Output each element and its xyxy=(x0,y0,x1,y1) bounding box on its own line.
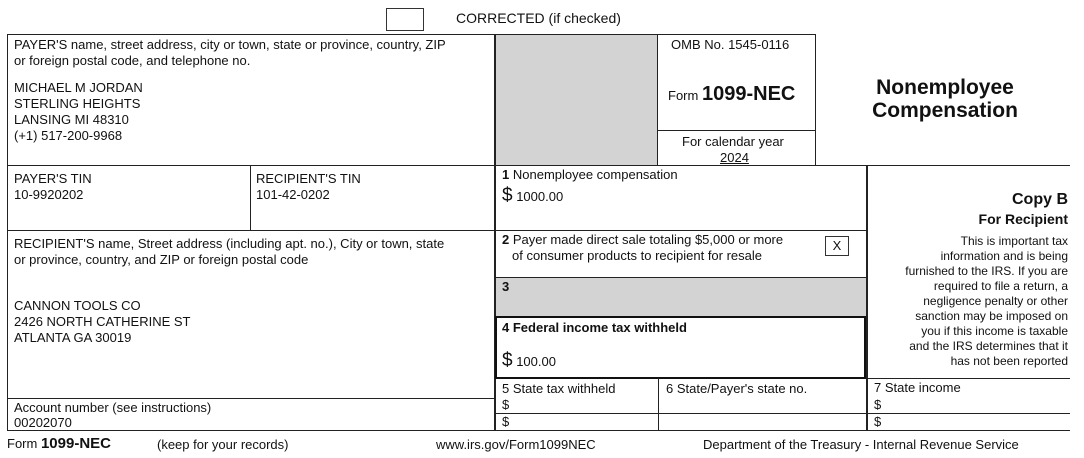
box4-label: Federal income tax withheld xyxy=(512,320,687,335)
box4-currency: $ xyxy=(502,350,513,371)
box7-currency: $ xyxy=(874,397,882,412)
account-label: Account number (see instructions) xyxy=(14,400,212,415)
account-value: 00202070 xyxy=(14,415,72,430)
box2-number: 2 xyxy=(502,232,510,247)
box3-shaded xyxy=(496,278,866,317)
footer-form-name: 1099-NEC xyxy=(40,435,112,452)
recipient-name: CANNON TOOLS CO xyxy=(14,298,141,313)
box3-number: 3 xyxy=(502,279,510,294)
corrected-label: CORRECTED (if checked) xyxy=(456,10,621,26)
recipient-address-1: 2426 NORTH CATHERINE ST xyxy=(14,314,191,329)
box4-value: 100.00 xyxy=(516,354,556,369)
box2-label: Payer made direct sale totaling $5,000 or more xyxy=(512,232,784,247)
payer-address-2: LANSING MI 48310 xyxy=(14,112,129,127)
recipient-address-2: ATLANTA GA 30019 xyxy=(14,330,132,345)
calendar-label: For calendar year xyxy=(682,134,784,149)
payer-tin-value: 10-9920202 xyxy=(14,187,84,202)
recipient-label: RECIPIENT'S name, Street address (including apt. no.), City or town, state xyxy=(14,236,445,251)
form-prefix: Form xyxy=(668,88,699,103)
footer-url[interactable]: www.irs.gov/Form1099NEC xyxy=(436,437,596,452)
box1-value: 1000.00 xyxy=(516,189,564,204)
form-title-2: Compensation xyxy=(872,99,1018,122)
box7-currency-2: $ xyxy=(874,414,882,429)
form-name: 1099-NEC xyxy=(701,83,796,105)
box1-label: Nonemployee compensation xyxy=(512,167,678,182)
box1-number: 1 xyxy=(502,167,510,182)
box4-number: 4 xyxy=(502,320,510,335)
box5-currency-2: $ xyxy=(502,414,510,429)
footer-keep-note: (keep for your records) xyxy=(157,437,289,452)
footer-form-prefix: Form xyxy=(7,436,38,451)
copy-notice: This is important tax information and is being furnished to the IRS. If you are required to file a return, a negligence penalty or other sanction may be imposed on you if this income is taxable and the IRS determines that it has not been reported xyxy=(905,234,1068,368)
recipient-tin-label: RECIPIENT'S TIN xyxy=(256,171,361,186)
box2-label-2: of consumer products to recipient for resale xyxy=(512,248,763,263)
footer-department: Department of the Treasury - Internal Revenue Service xyxy=(703,437,1019,452)
box6-label: 6 State/Payer's state no. xyxy=(666,381,808,396)
box1-currency: $ xyxy=(502,185,513,206)
payer-address-1: STERLING HEIGHTS xyxy=(14,96,141,111)
copy-subtitle: For Recipient xyxy=(978,211,1068,227)
box2-checkbox[interactable]: X xyxy=(825,236,849,256)
omb-number: OMB No. 1545-0116 xyxy=(671,37,790,52)
payer-label: PAYER'S name, street address, city or town, state or province, country, ZIP xyxy=(14,37,446,52)
tax-year: 2024 xyxy=(720,150,749,165)
payer-tin-label: PAYER'S TIN xyxy=(14,171,92,186)
recipient-tin-value: 101-42-0202 xyxy=(256,187,330,202)
box5-label: 5 State tax withheld xyxy=(502,381,616,396)
box5-currency: $ xyxy=(502,397,510,412)
recipient-label-2: or province, country, and ZIP or foreign postal code xyxy=(14,252,309,267)
payer-label-2: or foreign postal code, and telephone no. xyxy=(14,53,251,68)
corrected-checkbox[interactable] xyxy=(386,8,424,31)
payer-phone: (+1) 517-200-9968 xyxy=(14,128,123,143)
shaded-area xyxy=(496,35,657,165)
payer-name: MICHAEL M JORDAN xyxy=(14,80,143,95)
box7-label: 7 State income xyxy=(874,380,961,395)
form-title: Nonemployee xyxy=(876,76,1014,99)
copy-title: Copy B xyxy=(1012,191,1068,208)
